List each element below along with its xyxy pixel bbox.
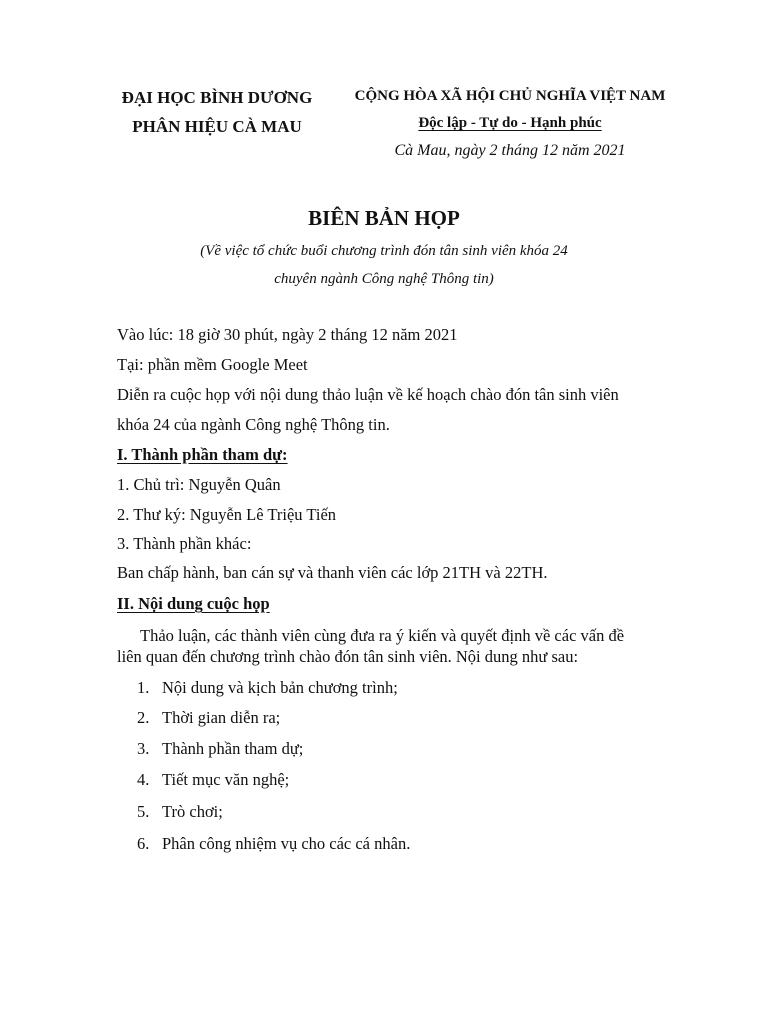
list-item: 6. Phân công nhiệm vụ cho các cá nhân. [137, 834, 411, 853]
subtitle-line-1: (Về việc tổ chức buổi chương trình đón tân sinh viên khóa 24 [200, 243, 568, 259]
national-title: CỘNG HÒA XÃ HỘI CHỦ NGHĨA VIỆT NAM [354, 88, 666, 104]
list-item: 1. Nội dung và kịch bản chương trình; [137, 678, 398, 697]
list-item: 3. Thành phần tham dự; [137, 739, 304, 758]
content-para-line-2: liên quan đến chương trình chào đón tân sinh viên. Nội dung như sau: [117, 647, 579, 666]
subtitle-line-2: chuyên ngành Công nghệ Thông tin) [274, 271, 494, 287]
attendee-others: 3. Thành phần khác: [117, 534, 252, 553]
list-item: 5. Trò chơi; [137, 802, 223, 821]
meeting-time: Vào lúc: 18 giờ 30 phút, ngày 2 tháng 12 năm 2021 [117, 325, 458, 344]
meeting-desc-line-1: Diễn ra cuộc họp với nội dung thảo luận về kế hoạch chào đón tân sinh viên [117, 385, 619, 404]
meeting-place: Tại: phần mềm Google Meet [117, 355, 308, 374]
attendee-others-detail: Ban chấp hành, ban cán sự và thanh viên các lớp 21TH và 22TH. [117, 563, 548, 582]
content-para-line-1: Thảo luận, các thành viên cùng đưa ra ý kiến và quyết định về các vấn đề [140, 626, 625, 645]
place-date: Cà Mau, ngày 2 tháng 12 năm 2021 [394, 142, 626, 159]
list-item: 4. Tiết mục văn nghệ; [137, 770, 290, 789]
national-motto: Độc lập - Tự do - Hạnh phúc [418, 115, 602, 131]
document-title: BIÊN BẢN HỌP [308, 206, 460, 230]
campus-name: PHÂN HIỆU CÀ MAU [132, 117, 302, 136]
attendee-chair: 1. Chủ trì: Nguyễn Quân [117, 475, 281, 494]
list-item: 2. Thời gian diễn ra; [137, 708, 281, 727]
section-attendees-heading: I. Thành phần tham dự: [117, 445, 288, 464]
university-name: ĐẠI HỌC BÌNH DƯƠNG [121, 88, 313, 107]
section-content-heading: II. Nội dung cuộc họp [117, 594, 270, 613]
meeting-desc-line-2: khóa 24 của ngành Công nghệ Thông tin. [117, 415, 390, 434]
attendee-secretary: 2. Thư ký: Nguyễn Lê Triệu Tiến [117, 505, 337, 524]
